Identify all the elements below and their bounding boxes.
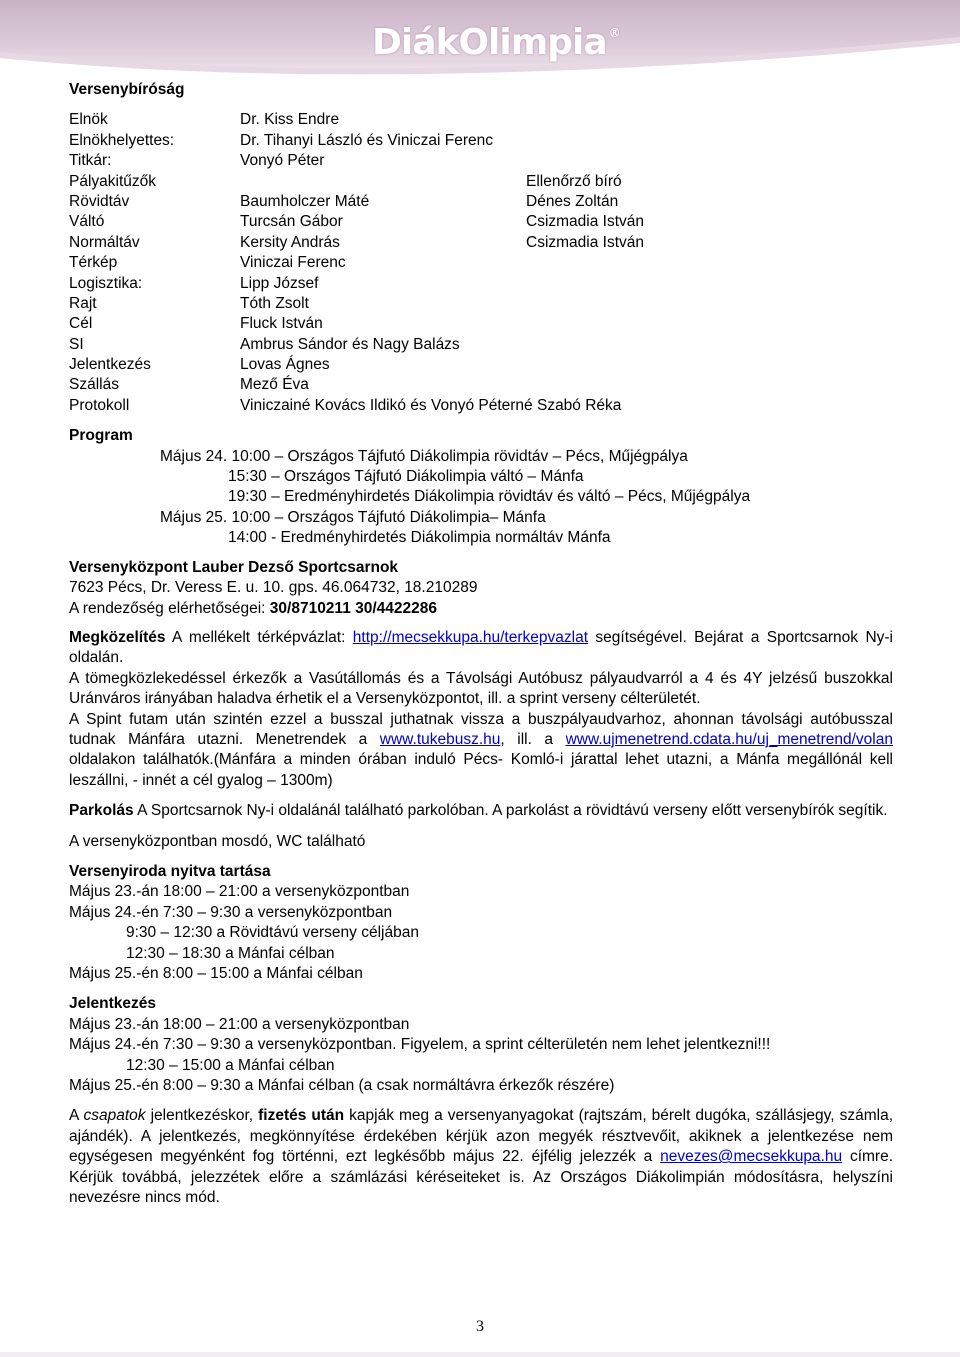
program-title: Program (69, 427, 133, 445)
official-role: Szállás (69, 376, 119, 394)
official-role: Normáltáv (69, 233, 140, 251)
official-extra: Csizmadia István (526, 213, 645, 231)
program-line: Május 25. 10:00 – Országos Tájfutó Diákolimpia– Mánfa (160, 508, 546, 526)
approach-paragraph: Megközelítés A mellékelt térképvázlat: http://mecsekkupa.hu/terkepvazlat segítségével. Bejárat a Sportcsarnok Ny-i oldalán. (69, 628, 894, 667)
transport-paragraph: A tömegközlekedéssel érkezők a Vasútállomás és a Távolsági Autóbusz pályaudvarról a 4 és 4Y jelzésű buszokkal Uránváros irányában haladva érhetik el a Versenyközpontot, ill. a sprint verseny célterületét. (69, 669, 893, 708)
official-row (69, 274, 893, 294)
parking-paragraph: Parkolás A Sportcsarnok Ny-i oldalánál található parkolóban. A parkolást a rövidtávú verseny előtt versenybírók segítik. (69, 802, 888, 820)
parking-title: Parkolás (69, 802, 134, 820)
registration-line: Május 24.-én 7:30 – 9:30 a versenyközpontban. Figyelem, a sprint célterületén nem lehet jelentkezni!!! (69, 1036, 771, 1054)
program-list (69, 447, 893, 549)
diakolimpia-logo: DiákOlimpia ® (372, 22, 620, 63)
official-row (69, 396, 893, 416)
official-name: Turcsán Gábor (240, 213, 343, 231)
official-row (69, 375, 893, 395)
official-name: Mező Éva (240, 376, 309, 394)
center-contact: A rendezőség elérhetőségei: 30/8710211 30/4422286 (69, 599, 438, 617)
program-line: 19:30 – Eredményhirdetés Diákolimpia rövidtáv és váltó – Pécs, Műjégpálya (228, 488, 751, 506)
official-role: Logisztika: (69, 274, 143, 292)
official-role: Cél (69, 315, 93, 333)
official-name: Lipp József (240, 274, 319, 292)
page-number: 3 (476, 1318, 484, 1335)
official-name: Lovas Ágnes (240, 356, 330, 374)
official-role: Pályakitűzők (69, 172, 157, 190)
official-extra: Ellenőrző bíró (526, 172, 622, 190)
office-line: Május 24.-én 7:30 – 9:30 a versenyközpontban (69, 903, 393, 921)
center-address: 7623 Pécs, Dr. Veress E. u. 10. gps. 46.064732, 18.210289 (69, 579, 478, 597)
official-row (69, 294, 893, 314)
official-name: Dr. Tihanyi László és Viniczai Ferenc (240, 131, 493, 149)
official-role: Protokoll (69, 396, 130, 414)
official-name: Tóth Zsolt (240, 294, 309, 312)
official-role: Elnökhelyettes: (69, 131, 175, 149)
official-name: Dr. Kiss Endre (240, 111, 340, 129)
official-name: Vonyó Péter (240, 152, 325, 170)
official-role: Rajt (69, 294, 97, 312)
official-name: Fluck István (240, 315, 323, 333)
program-line: 14:00 - Eredményhirdetés Diákolimpia normáltáv Mánfa (228, 529, 611, 547)
registration-line: Május 25.-én 8:00 – 9:30 a Mánfai célban (a csak normáltávra érkezők részére) (69, 1077, 615, 1095)
menetrend-link[interactable]: www.ujmenetrend.cdata.hu/uj_menetrend/volan (565, 730, 893, 748)
registration-title: Jelentkezés (69, 995, 157, 1013)
official-name: Kersity András (240, 233, 340, 251)
program-line: 15:30 – Országos Tájfutó Diákolimpia váltó – Mánfa (228, 468, 584, 486)
official-role: Titkár: (69, 152, 112, 170)
official-row (69, 233, 893, 253)
official-extra: Dénes Zoltán (526, 192, 619, 210)
map-link[interactable]: http://mecsekkupa.hu/terkepvazlat (352, 628, 589, 646)
approach-title: Megközelítés (69, 628, 166, 646)
official-name: Viniczai Ferenc (240, 254, 346, 272)
official-row (69, 253, 893, 273)
office-line: 9:30 – 12:30 a Rövidtávú verseny céljában (126, 924, 419, 942)
officials-title: Versenybíróság (69, 81, 185, 98)
official-role: Váltó (69, 213, 105, 231)
footer-bar (0, 1352, 960, 1357)
official-role: Elnök (69, 111, 108, 129)
official-row (69, 335, 893, 355)
registration-line: 12:30 – 15:00 a Mánfai célban (126, 1056, 335, 1074)
official-row (69, 151, 893, 171)
official-name: Ambrus Sándor és Nagy Balázs (240, 335, 460, 353)
final-paragraph: A csapatok jelentkezéskor, fizetés után kapják meg a versenyanyagokat (rajtszám, bérelt dugóka, szállásjegy, számla, ajándék). A jelentkezés, megkönnyítése érdekében kérjük azon megyék résztvevőit, akiknek a jelentkezése nem egységesen megyénként fog történni, ezt legkésőbb május 22. éjfélig jelezzék a nevezes@mecsekkupa.hu címre. Kérjük továbbá, jelezzétek előre a számlázási kéréseiteket is. Az Országos Diákolimpián módosításra, helyszíni nevezésre nincs mód. (69, 1107, 893, 1207)
official-row (69, 212, 893, 232)
official-extra: Csizmadia István (526, 233, 645, 251)
office-line: Május 25.-én 8:00 – 15:00 a Mánfai célban (69, 965, 363, 983)
office-line: Május 23.-án 18:00 – 21:00 a versenyközpontban (69, 883, 410, 901)
document-body (69, 80, 893, 1208)
registration-line: Május 23.-án 18:00 – 21:00 a versenyközpontban (69, 1015, 410, 1033)
official-name: Baumholczer Máté (240, 192, 370, 210)
office-title: Versenyiroda nyitva tartása (69, 862, 271, 880)
official-role: Rövidtáv (69, 192, 130, 210)
official-role: Térkép (69, 254, 118, 272)
office-line: 12:30 – 18:30 a Mánfai célban (126, 944, 335, 962)
official-name (240, 172, 526, 192)
official-role: SI (69, 335, 84, 353)
officials-table (69, 110, 893, 416)
official-row (69, 131, 893, 151)
official-name: Viniczainé Kovács Ildikó és Vonyó Péterné Szabó Réka (240, 396, 622, 414)
email-link[interactable]: nevezes@mecsekkupa.hu (660, 1148, 843, 1166)
official-row (69, 314, 893, 334)
bus-paragraph: A Spint futam után szintén ezzel a busszal juthatnak vissza a buszpályaudvarhoz, ahonnan távolsági autóbusszal tudnak Mánfára utazni. Menetrendek a www.tukebusz.hu, ill. a www.ujmenetrend.cdata.hu/uj_menetrend/volan oldalakon találhatók.(Mánfára a minden órában induló Pécs- Komló-i járattal lehet utazni, a Mánfa megállónál kell leszállni, - innét a cél gyalog – 1300m) (69, 710, 893, 789)
official-row (69, 110, 893, 130)
official-row (69, 172, 893, 192)
wc-info: A versenyközpontban mosdó, WC található (69, 832, 366, 850)
tukebusz-link[interactable]: www.tukebusz.hu (379, 730, 501, 748)
official-row (69, 192, 893, 212)
official-role: Jelentkezés (69, 356, 151, 374)
program-line: Május 24. 10:00 – Országos Tájfutó Diákolimpia rövidtáv – Pécs, Műjégpálya (160, 447, 688, 465)
official-row (69, 355, 893, 375)
center-title: Versenyközpont Lauber Dezső Sportcsarnok (69, 558, 399, 576)
